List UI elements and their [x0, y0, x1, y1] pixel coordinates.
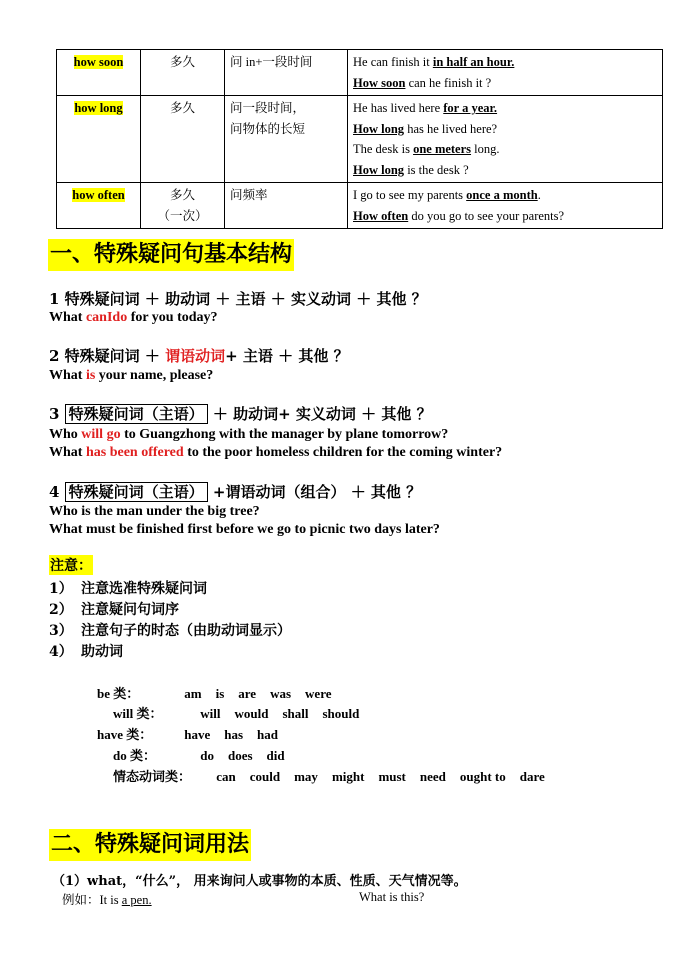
pattern-4-example-2: What must be finished first before we go to picnic two days later?: [49, 522, 440, 537]
subject-box: 特殊疑问词（主语）: [65, 482, 208, 502]
examples-cell: He has lived here for a year. How long has he lived here? The desk is one meters long. How long is the desk ?: [348, 96, 663, 183]
aux-group-do: do 类： do does did: [113, 748, 285, 763]
section2-heading: 二、特殊疑问词用法: [49, 829, 251, 861]
pattern-4-example-1: Who is the man under the big tree?: [49, 504, 260, 519]
section2-example: 例如：It is a pen.: [62, 893, 152, 907]
examples-cell: He can finish it in half an hour. How soon can he finish it ?: [348, 50, 663, 96]
usage-cell: 问 in+一段时间: [225, 50, 348, 96]
table-row: [57, 183, 663, 229]
vocab-table: [56, 49, 663, 229]
note-item: 4） 助动词: [49, 644, 123, 660]
word-how-often: how often: [72, 188, 125, 202]
pattern-1-example: What canIdo for you today?: [49, 310, 218, 325]
aux-group-modal: 情态动词类： can could may might must need ought to dare: [113, 769, 545, 784]
aux-group-be: be 类： am is are was were: [97, 686, 332, 701]
word-how-long: how long: [74, 101, 123, 115]
pattern-2-example: What is your name, please?: [49, 368, 214, 383]
table-row: [57, 50, 663, 96]
meaning-cell: 多久 （一次）: [141, 183, 225, 229]
word-how-soon: how soon: [73, 55, 124, 69]
pattern-4-formula: 4 特殊疑问词（主语） +谓语动词（组合） ＋ 其他 ？: [49, 483, 422, 501]
meaning-cell: 多久: [141, 96, 225, 183]
meaning-cell: 多久: [141, 50, 225, 96]
pattern-2-formula: 2 特殊疑问词 ＋ 谓语动词+ 主语 ＋ 其他 ？: [49, 347, 349, 365]
section2-example-question: What is this?: [359, 890, 425, 904]
pattern-3-example-1: Who will go to Guangzhong with the manager by plane tomorrow?: [49, 427, 449, 442]
note-item: 1） 注意选准特殊疑问词: [49, 581, 207, 597]
pattern-3-formula: 3 特殊疑问词（主语） ＋ 助动词+ 实义动词 ＋ 其他 ？: [49, 405, 432, 423]
pattern-3-example-2: What has been offered to the poor homeless children for the coming winter?: [49, 445, 503, 460]
subject-box: 特殊疑问词（主语）: [65, 404, 208, 424]
note-title: 注意：: [49, 555, 93, 575]
usage-cell: 问频率: [225, 183, 348, 229]
aux-group-will: will 类： will would shall should: [113, 706, 360, 721]
note-item: 2） 注意疑问句词序: [49, 602, 179, 618]
section2-item-1: （1）what，“什么”， 用来询问人或事物的本质、性质、天气情况等。: [52, 874, 467, 889]
aux-group-have: have 类： have has had: [97, 727, 279, 742]
table-row: [57, 96, 663, 183]
pattern-1-formula: 1 特殊疑问词 ＋ 助动词 ＋ 主语 ＋ 实义动词 ＋ 其他 ？: [49, 290, 427, 308]
section1-heading: 一、特殊疑问句基本结构: [48, 239, 294, 271]
usage-cell: 问一段时间， 问物体的长短: [225, 96, 348, 183]
examples-cell: I go to see my parents once a month. How often do you go to see your parents?: [348, 183, 663, 229]
note-item: 3） 注意句子的时态（由助动词显示）: [49, 623, 291, 639]
